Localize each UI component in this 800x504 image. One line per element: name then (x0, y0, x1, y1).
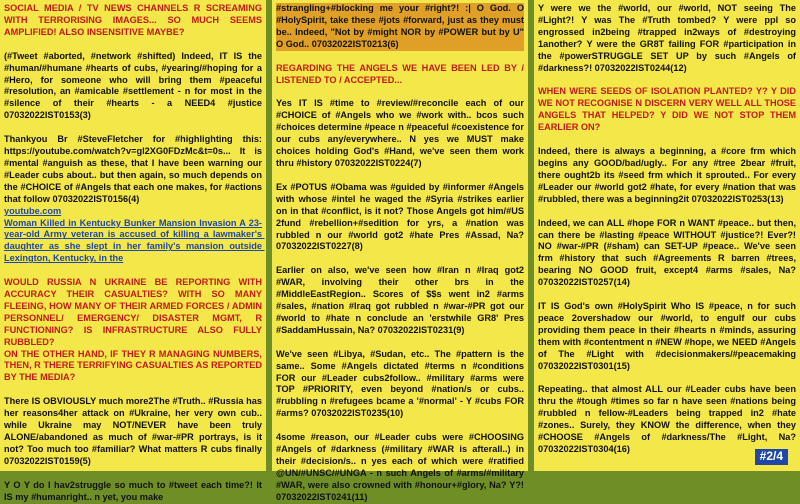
tweet-11: 4some #reason, our #Leader cubs were #CHOOSING #Angels of #darkness (#military #WAR is afterall..) in their #decision/s.. n yes each of which were #ratified @UN/#UNSC/#UNGA - n such Angels of #arms/#military #WAR, were also crowned with #honour+#glory, Na? Y?! 07032022IST0241(11) (276, 432, 527, 502)
heading-social-media: SOCIAL MEDIA / TV NEWS CHANNELS R SCREAMING WITH TERRORISING IMAGES... SO MUCH SEEMS AMPLIFIED! ALSO INSENSITIVE MAYBE? (4, 3, 265, 37)
page-badge: #2/4 (755, 449, 788, 465)
tweet-8: Ex #POTUS #Obama was #guided by #informer #Angels with whose #intel he waged the #Syria #strikes earlier on in that #conflict, is it not? Those Angels got him/#US 2fund #rebellion+#sedition for yrs, a #nation was rubbled n our #world got2 #hate Pres #Assad, Na? 07032022IST0227(8) (276, 181, 527, 252)
tweet-12: Y were we the #world, our #world, NOT seeing The #Light?! Y was The #Truth tombed? Y were ppl so engrossed in2being #trapped in2ways of #destroying 1another? Y were the GR8T failing FOR #participation in the #powerSTRUGGLE SET UP by such #Angels of #darkness?! 07032022IST0244(12) (538, 3, 799, 73)
tweet-6-start: Y O Y do I hav2struggle so much to #tweet each time?! It IS my #humanright.. n yet, you make (4, 479, 265, 502)
heading-angels: REGARDING THE ANGELS WE HAVE BEEN LED BY / LISTENED TO / ACCEPTED... (276, 62, 527, 85)
column-1 (0, 0, 266, 502)
tweet-10: We've seen #Libya, #Sudan, etc.. The #pattern is the same.. Some #Angels dictated #terms n #conditions FOR our #Leader cubs2follow.. #military #arms were TOP #PRIORITY, even beyond #nation/s or cubs.. #rubbling n #refugees bcame a '#normal' - Y #cubs FOR #arms? 07032022IST0235(10) (276, 348, 527, 419)
column-2 (272, 0, 528, 502)
link-article[interactable]: Woman Killed in Kentucky Bunker Mansion Invasion A 23-year-old Army veteran is accused of killing a lawmaker's daughter as she slept in her family's mansion outside Lexington, Kentucky, in the (4, 217, 265, 264)
tweet-15: IT IS God's own #HolySpirit Who IS #peace, n for such peace 2overshadow our #world, to engulf our cubs providing them peace in their #hearts n #minds, assuring them with #contentment n #NEW #hope, we NEED #Angels of The #Light with #decisionmakers/#peacemaking 07032022IST0301(15) (538, 301, 799, 371)
tweet-13: Indeed, there is always a beginning, a #core frm which begins any GOOD/bad/ugly.. For any #tree 2bear #fruit, there ought2b its #seed frm which it sprouted.. For every #Leader our #world got2 #hate, for every #nation that was #rubbled, there was a beginning2it 07032022IST0253(13) (538, 146, 799, 204)
tweet-7: Yes IT IS #time to #review/#reconcile each of our #CHOICE of #Angels who we #work with.. bcos such #choices determine #peace n #peaceful #coexistence for our cubs any/everywhere.. N yes we MUST make choices holding God's #Hand, we've seen them work thru #history 07032022IST0224(7) (276, 98, 527, 168)
tweet-4: Thankyou Br #SteveFletcher for #highlighting this: https://youtube.com/watch?v=gl2XG0FDzMc&t=0s... It is #mental #anguish as these, that I have been warning our #Leader cubs about.. but then again, so much depends on the #CHOICE of #Angels that each one makes, for #actions that follow 07032022IST0156(4) (4, 134, 265, 204)
tweet-14: Indeed, we can ALL #hope FOR n WANT #peace.. but then, can there be #lasting #peace WITHOUT #justice?! Ever?! NO #war-#PR (#sham) can SET-UP #peace.. We've seen frm #history that such #Agreements R barren #trees, bearing NO GOOD fruit, except4 #arms #sales, Na? 07032022IST0257(14) (538, 217, 799, 288)
heading-russia-ukraine: WOULD RUSSIA N UKRAINE BE REPORTING WITH ACCURACY THEIR CASUALTIES? WITH SO MANY FLEEING, HOW MANY OF THEIR ARMED FORCES / ADMIN PERSONNEL/ EMERGENCY/ DISASTER MGMT, R FUNCTIONING? IS INFRASTRUCTURE ALSO FULLY RUBBLED? ON THE OTHER HAND, IF THEY R MANAGING NUMBERS, THEN, R THERE TERRIFYING CASUALTIES AS REPORTED BY THE MEDIA? (4, 277, 262, 383)
heading-isolation: WHEN WERE SEEDS OF ISOLATION PLANTED? Y? Y DID WE NOT RECOGNISE N DISCERN VERY WELL ALL THOSE ANGELS THAT HELPED? Y DID WE NOT STOP THEM EARLIER ON? (538, 86, 799, 133)
link-youtube[interactable]: youtube.com (4, 205, 62, 216)
tweet-5: There IS OBVIOUSLY much more2The #Truth.. #Russia has her reasons4her attack on #Ukraine, her very own cub.. while Ukraine may NOT/NEVER have been truly ALONE/abandoned as much of #war-#PR portrays, is it not? Too much too #familiar? What matters R cubs finally 07032022IST0159(5) (4, 396, 265, 466)
tweet-6-end: #strangling+#blocking me your #right?! :| O God. O #HolySpirit, take these #jots #forward, just as they must be.. Indeed, "Not by #might NOR by #POWER but by U" O God.. 07032022IST0213(6) (276, 3, 527, 49)
tweet-3: (#Tweet #aborted, #network #shifted) Indeed, IT IS the #human/#humane #hearts of cubs, #yearing/#hoping for a #Hero, for someone who will bring them #peaceful #resolution, an #amicable #settlement - n for most in the #silence of their #hearts - a NEED4 #justice 07032022IST0153(3) (4, 50, 265, 121)
column-3 (534, 0, 800, 471)
tweet-9: Earlier on also, we've seen how #Iran n #Iraq got2 #WAR, involving their other brs in the #MiddleEastRegion.. Scores of $$s went in2 #arms #sales, #nation #Iraq got rubbled n #war-#PR got our #world to #hate n conclude an 'erstwhile GR8' Pres #SaddamHussain, Na? 07032022IST0231(9) (276, 265, 527, 335)
tweet-16: Repeating.. that almost ALL our #Leader cubs have been thru the #tough #times so far n have seen #nations being #rubbled n fellow-#Leaders being trapped in2 #hate #zones.. Surely, they KNOW the difference, when they #CHOOSE #Angels of #darkness/The #Light, Na? 07032022IST0304(16) (538, 384, 799, 454)
